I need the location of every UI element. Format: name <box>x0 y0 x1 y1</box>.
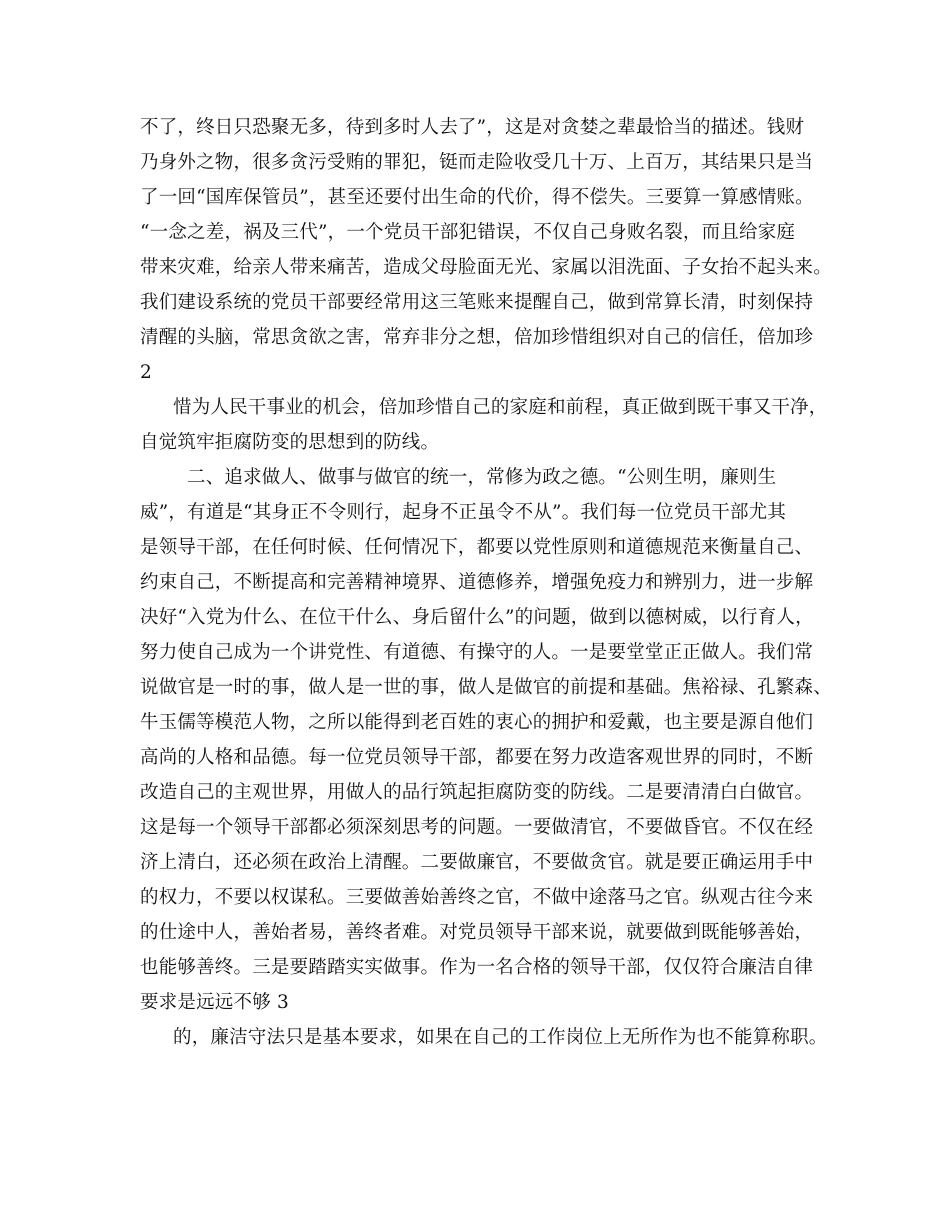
text-line-with-page-number: 要求是远远不够 3 <box>140 992 289 1013</box>
text-line: 自觉筑牢拒腐防变的思想到的防线。 <box>140 432 440 453</box>
text-line: 的，廉洁守法只是基本要求，如果在自己的工作岗位上无所作为也不能算称职。 <box>173 1027 828 1048</box>
text-line: 这是每一个领导干部都必须深刻思考的问题。一要做清官，不要做昏官。不仅在经 <box>140 817 814 838</box>
text-line: 努力使自己成为一个讲党性、有道德、有操守的人。一是要堂堂正正做人。我们常 <box>140 642 814 663</box>
text-line: 不了，终日只恐聚无多，待到多时人去了”，这是对贪婪之辈最恰当的描述。钱财 <box>140 117 805 138</box>
text-line: 威”，有道是“其身正不令则行，起身不正虽令不从”。我们每一位党员干部尤其 <box>140 502 787 523</box>
text-line: 决好“入党为什么、在位干什么、身后留什么”的问题，做到以德树威，以行育人， <box>140 607 814 628</box>
text-line: 的权力，不要以权谋私。三要做善始善终之官，不做中途落马之官。纵观古往今来 <box>140 887 814 908</box>
section-heading-line: 二、追求做人、做事与做官的统一，常修为政之德。“公则生明，廉则生 <box>187 467 777 488</box>
text-line: 我们建设系统的党员干部要经常用这三笔账来提醒自己，做到常算长清，时刻保持 <box>140 292 814 313</box>
text-line: 济上清白，还必须在政治上清醒。二要做廉官，不要做贪官。就是要正确运用手中 <box>140 852 814 873</box>
text-line: 带来灾难，给亲人带来痛苦，造成父母脸面无光、家属以泪洗面、子女抬不起头来。 <box>140 257 832 278</box>
text-line: “一念之差，祸及三代”，一个党员干部犯错误，不仅自己身败名裂，而且给家庭 <box>140 222 796 243</box>
text-line: 惜为人民干事业的机会，倍加珍惜自己的家庭和前程，真正做到既干事又干净， <box>173 397 828 418</box>
text-line: 了一回“国库保管员”，甚至还要付出生命的代价，得不偿失。三要算一算感情账。 <box>140 187 814 208</box>
text-line: 高尚的人格和品德。每一位党员领导干部，都要在努力改造客观世界的同时，不断 <box>140 747 814 768</box>
text-line: 是领导干部，在任何时候、任何情况下，都要以党性原则和道德规范来衡量自己、 <box>140 537 814 558</box>
text-line: 牛玉儒等模范人物，之所以能得到老百姓的衷心的拥护和爱戴，也主要是源自他们 <box>140 712 814 733</box>
text-line: 说做官是一时的事，做人是一世的事，做人是做官的前提和基础。焦裕禄、孔繁森、 <box>140 677 832 698</box>
text-line: 约束自己，不断提高和完善精神境界、道德修养，增强免疫力和辨别力，进一步解 <box>140 572 814 593</box>
text-line: 也能够善终。三是要踏踏实实做事。作为一名合格的领导干部，仅仅符合廉洁自律 <box>140 957 814 978</box>
text-line: 的仕途中人，善始者易，善终者难。对党员领导干部来说，就要做到既能够善始， <box>140 922 814 943</box>
text-line: 改造自己的主观世界，用做人的品行筑起拒腐防变的防线。二是要清清白白做官。 <box>140 782 814 803</box>
text-line: 乃身外之物，很多贪污受贿的罪犯，铤而走险收受几十万、上百万，其结果只是当 <box>140 152 814 173</box>
page-number: 2 <box>140 362 152 383</box>
text-line: 清醒的头脑，常思贪欲之害，常弃非分之想，倍加珍惜组织对自己的信任，倍加珍 <box>140 327 814 348</box>
